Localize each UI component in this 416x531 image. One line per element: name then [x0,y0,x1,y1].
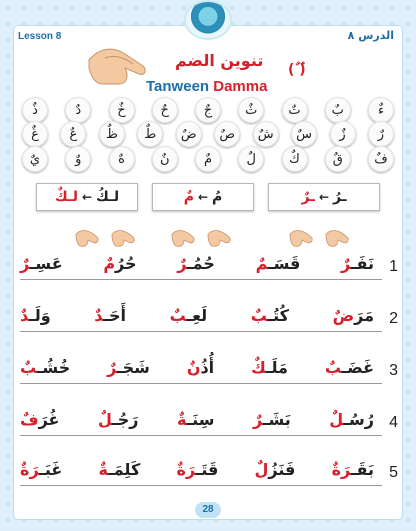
word [20,460,62,486]
letter-cell: نٌ [152,146,178,172]
hand-icon [85,40,149,88]
word [253,410,291,436]
example-3-a: لـكُ [96,189,120,205]
row-number: 1 [389,258,398,275]
letter-cell: حٌ [152,97,178,123]
row-words [20,254,374,280]
word-tanween-ending: رٌ [341,254,351,273]
letter-cell: جٌ [195,97,221,123]
word [256,254,301,280]
word [20,254,63,280]
word [20,358,70,384]
title-en-part1: Tanween [146,78,214,95]
letter-cell: دٌ [65,97,91,123]
word-row-1 [20,252,400,286]
word-stem: مَلَـ [266,358,288,377]
tanween-sample-mark: ٌ ٌ [294,62,300,78]
word-stem: غَبَـ [39,460,63,479]
row-number: 4 [389,414,398,431]
hand-icon [170,226,196,248]
word-stem: كُتُـ [267,306,289,325]
letter-cell: قٌ [325,146,351,172]
page-number: 28 [195,502,221,518]
word-stem: كَلِمَـ [108,460,141,479]
example-2-b: مٌ [183,189,194,205]
word-tanween-ending: رَةٌ [176,460,196,479]
letter-cell: شٌ [253,121,279,147]
word-tanween-ending: لٌ [329,410,344,429]
word-tanween-ending: مٌ [255,254,269,273]
letter-cell: فٌ [368,146,394,172]
letters-row-3 [22,146,394,176]
lesson-title-ar: تنوين الضم [175,51,264,70]
word [176,460,218,486]
word [107,358,150,384]
word-stem: قَتَـ [195,460,219,479]
word [99,460,141,486]
word-tanween-ending: رٌ [20,254,30,273]
word-stem: رُسُـ [343,410,374,429]
row-words [20,358,374,384]
hand-icon [324,226,350,248]
letter-cell: ضٌ [176,121,202,147]
tanween-sample: (ٌ ٌ) [288,62,306,78]
word-tanween-ending: ةٌ [177,410,187,429]
word-tanween-ending: بٌ [324,358,342,377]
word-tanween-ending: رَةٌ [331,460,351,479]
lesson-label-ar: الدرس ٨ [347,29,394,42]
letter-cell: ثٌ [238,97,264,123]
word-tanween-ending: نٌ [186,358,201,377]
word-row-5 [20,458,400,492]
word-stem: شَجَـ [117,358,150,377]
word [332,460,374,486]
word-tanween-ending: مٌ [103,254,116,273]
lesson-title-en [146,78,267,95]
word-tanween-ending: لٌ [254,460,269,479]
word [20,306,51,332]
word-stem: بَقَـ [350,460,374,479]
word-tanween-ending: بٌ [20,358,37,377]
letter-cell: تٌ [282,97,308,123]
letter-cell: سٌ [291,121,317,147]
letter-cell: رٌ [368,121,394,147]
example-1-b: ـرٌ [301,189,315,205]
word [329,410,374,436]
example-box-3 [36,183,138,211]
word-stem: نَفَـ [350,254,374,273]
logo-icon [186,2,230,38]
word [94,306,126,332]
word-tanween-ending: رٌ [177,254,188,273]
word-tanween-ending: ضٌ [332,306,355,325]
hand-icon [74,226,100,248]
word-stem: مَرَ [354,306,374,325]
word-tanween-ending: لٌ [98,410,113,429]
word-tanween-ending: بٌ [169,306,187,325]
letter-cell: لٌ [238,146,264,172]
row-words [20,306,374,332]
word-tanween-ending: دٌ [20,306,30,325]
word-stem: خُشُـ [36,358,71,377]
word-tanween-ending: بٌ [250,306,268,325]
letter-cell: زٌ [330,121,356,147]
word-tanween-ending: كٌ [251,358,267,377]
letter-cell: خٌ [109,97,135,123]
word [325,358,374,384]
word-stem: غَضَـ [341,358,374,377]
example-3-b: لـكٌ [54,189,78,205]
word-stem: حُرُ [115,254,137,273]
hand-icon [206,226,232,248]
word-tanween-ending: دٌ [94,306,104,325]
row-words [20,460,374,486]
letter-cell: كٌ [282,146,308,172]
word-stem: وَلَـ [29,306,51,325]
arrow-left-icon: ← [197,190,209,204]
word-tanween-ending: رٌ [107,358,118,377]
letter-cell: ءٌ [368,97,394,123]
word-stem: فَنَزُ [268,460,296,479]
word-stem: سِنَـ [186,410,215,429]
letter-cell: هٌ [109,146,135,172]
example-box-2 [152,183,254,211]
word-stem: لَعِـ [186,306,208,325]
example-1-a: ـرُ [333,189,347,205]
word-stem: قَسَـ [268,254,301,273]
word-row-4 [20,408,400,442]
letter-cell: صٌ [214,121,240,147]
letter-cell: طٌ [137,121,163,147]
example-box-1 [268,183,380,211]
word-stem: أُذُ [200,358,215,377]
example-2-a: مُ [212,189,223,205]
word [187,358,214,384]
word-row-2 [20,304,400,338]
word-tanween-ending: ةٌ [98,460,109,479]
word [341,254,374,280]
arrow-left-icon: ← [318,190,330,204]
word [251,306,289,332]
row-number: 5 [389,464,398,481]
word [177,410,214,436]
letter-cell: ظٌ [99,121,125,147]
word-tanween-ending: فٌ [20,410,39,429]
letter-cell: غٌ [22,121,48,147]
word [177,254,215,280]
word-stem: رَجُـ [112,410,139,429]
letter-cell: مٌ [195,146,221,172]
word-row-3 [20,356,400,390]
row-number: 3 [389,362,398,379]
arrow-left-icon: ← [81,190,93,204]
word [251,358,288,384]
letter-cell: بٌ [325,97,351,123]
word [20,410,59,436]
word-stem: حُمُـ [187,254,215,273]
lesson-label-en: Lesson 8 [18,31,62,42]
word [98,410,139,436]
word-stem: أَحَـ [103,306,127,325]
letter-cell: وٌ [65,146,91,172]
word-tanween-ending: رَةٌ [20,460,40,479]
hand-icon [110,226,136,248]
letter-cell: يٌ [22,146,48,172]
word-tanween-ending: رٌ [253,410,263,429]
word-stem: عَسِـ [29,254,63,273]
word [170,306,207,332]
word [255,460,296,486]
row-number: 2 [389,310,398,327]
word [103,254,136,280]
letter-cell: ذٌ [22,97,48,123]
letter-cell: عٌ [60,121,86,147]
title-en-part2: Damma [213,78,268,95]
row-words [20,410,374,436]
word-stem: بَشَـ [262,410,291,429]
word [333,306,374,332]
hand-icon [288,226,314,248]
word-stem: غُرَ [38,410,60,429]
